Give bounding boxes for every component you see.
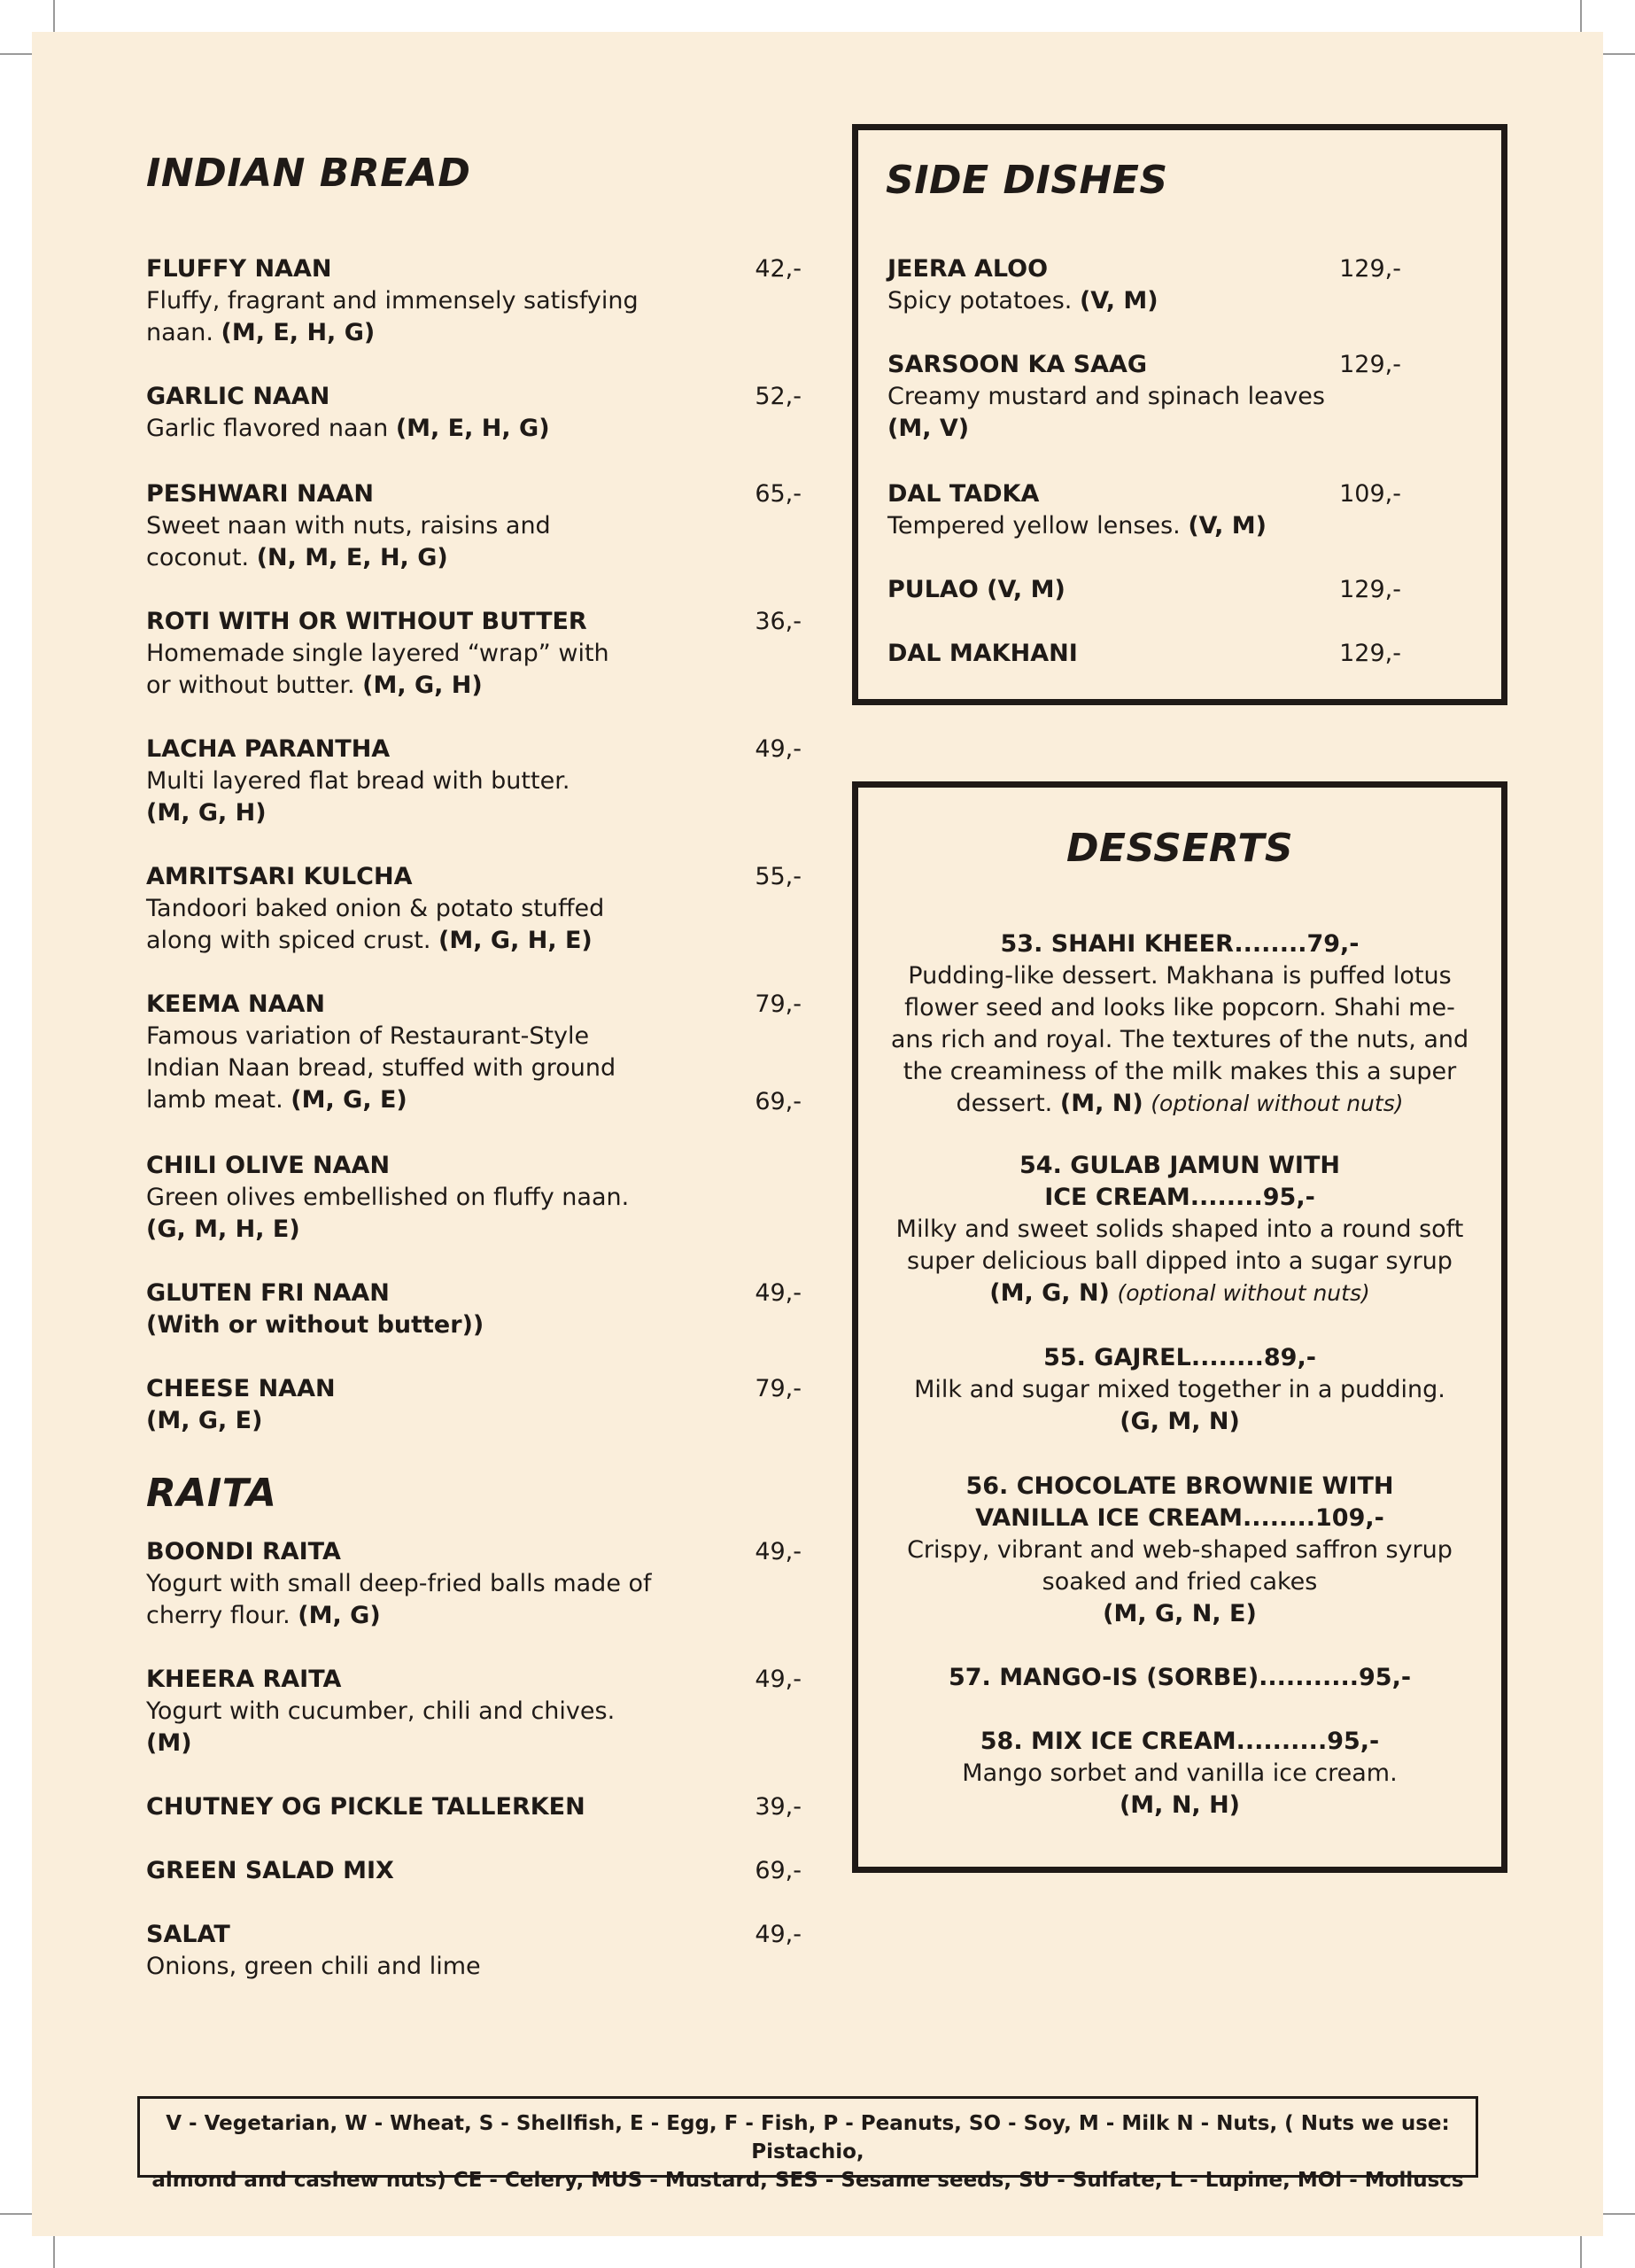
dessert-allergens: (M, N) [1059,1090,1143,1117]
menu-item-name: GLUTEN FRI NAAN [146,1279,390,1307]
dessert-item [852,928,1507,1120]
menu-item-price: 49,- [755,1666,802,1693]
dessert-description: flower seed and looks like popcorn. Shahi me- [904,994,1455,1021]
menu-item-price: 42,- [755,255,802,283]
menu-item-price: 69,- [755,1857,802,1884]
dessert-allergens: (M, N, H) [1119,1791,1241,1819]
dessert-allergens: (G, M, N) [1120,1408,1240,1435]
crop-mark [1580,0,1582,32]
menu-item-allergens: (M, G, E) [146,1407,263,1434]
dessert-note: (optional without nuts) [1117,1280,1370,1306]
menu-item-description: cherry flour. (M, G) [146,1602,381,1629]
dessert-item [852,1662,1507,1694]
menu-item-description: along with spiced crust. (M, G, H, E) [146,927,593,954]
menu-item-name: DAL MAKHANI [887,640,1078,667]
menu-item-price: 79,- [755,990,802,1018]
crop-mark [1603,53,1635,55]
menu-item-allergens: (M, E, H, G) [395,415,550,442]
crop-mark [0,53,32,55]
menu-item-description: Yogurt with small deep-fried balls made of [146,1570,652,1597]
dessert-allergen-line [852,1598,1507,1630]
menu-item-description: coconut. (N, M, E, H, G) [146,544,448,571]
menu-item-description: Homemade single layered “wrap” with [146,640,609,667]
menu-item-description: Famous variation of Restaurant-Style [146,1022,590,1050]
dessert-description: Mango sorbet and vanilla ice cream. [962,1759,1398,1787]
menu-item-price: 49,- [755,1921,802,1948]
menu-item [146,1919,695,1983]
menu-item-price: 129,- [1339,640,1401,667]
menu-item-allergens: (M) [146,1729,192,1757]
menu-item-allergens: (G, M, H, E) [146,1216,300,1243]
menu-item-name: AMRITSARI KULCHA [146,863,413,890]
menu-item-price: 129,- [1339,255,1401,283]
menu-item [146,1791,695,1823]
menu-item-description: Sweet naan with nuts, raisins and [146,512,551,540]
desserts-list [852,0,1507,2268]
menu-item-name: JEERA ALOO [887,255,1049,283]
menu-item-name: CHUTNEY OG PICKLE TALLERKEN [146,1793,585,1821]
menu-item-name: PESHWARI NAAN [146,480,374,508]
menu-item-description: naan. (M, E, H, G) [146,319,376,346]
menu-item [146,861,695,957]
menu-item-allergens: (M, G, H) [362,672,483,699]
dessert-description: super delicious ball dipped into a sugar syrup [907,1247,1453,1275]
menu-item-price: 49,- [755,1538,802,1565]
dessert-description: the creaminess of the milk makes this a super [903,1058,1457,1085]
dessert-note: (optional without nuts) [1151,1091,1404,1116]
menu-item-name: SARSOON KA SAAG [887,351,1148,378]
menu-item-description: Green olives embellished on fluffy naan. [146,1184,630,1211]
menu-item-description: Garlic flavored naan (M, E, H, G) [146,415,550,442]
menu-item [146,381,695,445]
menu-item-allergens: (N, M, E, H, G) [256,544,448,571]
menu-item-allergens: (M, G, H, E) [438,927,593,954]
menu-item-description: or without butter. (M, G, H) [146,672,483,699]
dessert-description: soaked and fried cakes [1042,1568,1318,1596]
menu-item [146,1855,695,1887]
allergen-legend [137,2096,1478,2192]
dessert-name: VANILLA ICE CREAM........109,- [975,1504,1384,1532]
menu-item-description: Tandoori baked onion & potato stuffed [146,895,605,922]
menu-item-description: Indian Naan bread, stuffed with ground [146,1054,616,1082]
crop-mark [53,2236,55,2268]
menu-item-allergens: (With or without butter)) [146,1311,484,1339]
crop-mark [1603,2213,1635,2215]
menu-item-name: GARLIC NAAN [146,383,330,410]
dessert-allergen-line [852,1790,1507,1821]
menu-item-allergens: (M, V) [887,415,970,442]
menu-item-description: Yogurt with cucumber, chili and chives. [146,1697,616,1725]
menu-item-allergens: (V, M) [1079,287,1158,315]
menu-item-name: PULAO (V, M) [887,576,1065,603]
section-title-desserts: DESSERTS [1065,826,1294,871]
menu-item-price: 79,- [755,1375,802,1402]
menu-item-price: 49,- [755,735,802,763]
section-title-indian-bread: INDIAN BREAD [146,151,471,196]
dessert-name: ICE CREAM........95,- [1044,1184,1315,1211]
dessert-allergen-line [852,1278,1507,1309]
dessert-item [852,1726,1507,1821]
menu-item-allergens: (M, G) [298,1602,381,1629]
menu-item-allergens: (M, E, H, G) [221,319,376,346]
dessert-description: ans rich and royal. The textures of the nuts, and [890,1026,1469,1053]
menu-item-name: DAL TADKA [887,480,1040,508]
menu-item-allergens: (M, G, H) [146,799,267,827]
dessert-description: Milk and sugar mixed together in a pudding. [914,1376,1445,1403]
dessert-name: 54. GULAB JAMUN WITH [1019,1152,1340,1179]
dessert-allergen-line [852,1406,1507,1438]
dessert-name: 56. CHOCOLATE BROWNIE WITH [965,1472,1394,1500]
dessert-description: Crispy, vibrant and web-shaped saffron syrup [907,1536,1453,1564]
menu-item-second-price: 69,- [755,1088,802,1115]
menu-item-name: LACHA PARANTHA [146,735,391,763]
menu-item-price: 55,- [755,863,802,890]
dessert-allergens: (M, G, N) [989,1279,1110,1307]
menu-item-allergens: (M, G, E) [291,1086,407,1114]
menu-item-price: 65,- [755,480,802,508]
dessert-description: Pudding-like dessert. Makhana is puffed lotus [908,962,1452,990]
menu-item-description: lamb meat. (M, G, E) [146,1086,407,1114]
dessert-item [852,1342,1507,1438]
menu-item-price: 39,- [755,1793,802,1821]
menu-item-description: Tempered yellow lenses. (V, M) [887,512,1267,540]
menu-item-price: 129,- [1339,576,1401,603]
menu-item-price: 129,- [1339,351,1401,378]
menu-item-name: KHEERA RAITA [146,1666,342,1693]
section-title-side-dishes: SIDE DISHES [886,158,1168,203]
menu-item-description: Fluffy, fragrant and immensely satisfying [146,287,639,315]
menu-item-description: Onions, green chili and lime [146,1953,481,1980]
menu-item [146,734,695,829]
dessert-allergens: (M, G, N, E) [1103,1600,1257,1627]
menu-item [146,1664,695,1759]
menu-item-price: 36,- [755,608,802,635]
dessert-item [852,1150,1507,1309]
menu-item-description: Spicy potatoes. (V, M) [887,287,1158,315]
menu-item-name: CHEESE NAAN [146,1375,336,1402]
crop-mark [53,0,55,32]
dessert-name: 53. SHAHI KHEER........79,- [1000,930,1360,958]
menu-item-description: Multi layered flat bread with butter. [146,767,570,795]
crop-mark [1580,2236,1582,2268]
menu-item [146,253,695,349]
menu-item-name: FLUFFY NAAN [146,255,332,283]
menu-item [146,1150,695,1246]
section-title-raita: RAITA [146,1471,277,1516]
menu-item [146,478,695,574]
menu-item-name: GREEN SALAD MIX [146,1857,394,1884]
legend-line: V - Vegetarian, W - Wheat, S - Shellfish, E - Egg, F - Fish, P - Peanuts, SO - Soy, M - Milk N - Nuts, ( Nuts we use: Pistachio, [166,2112,1450,2163]
menu-item-price: 49,- [755,1279,802,1307]
legend-line: almond and cashew nuts) CE - Celery, MUS - Mustard, SES - Sesame seeds, SU - Sulfate, L - Lupine, MOl - Molluscs [151,2169,1464,2192]
menu-item [146,606,695,702]
menu-item-description: Creamy mustard and spinach leaves [887,383,1325,410]
menu-item-name: CHILI OLIVE NAAN [146,1152,391,1179]
menu-item [146,1373,695,1437]
menu-item-price: 109,- [1339,480,1401,508]
menu-item [146,989,695,1116]
menu-item-price: 52,- [755,383,802,410]
crop-mark [0,2213,32,2215]
dessert-name: 57. MANGO-IS (SORBE)...........95,- [948,1664,1412,1691]
menu-item-name: SALAT [146,1921,230,1948]
menu-item-name: ROTI WITH OR WITHOUT BUTTER [146,608,587,635]
menu-item-allergens: (V, M) [1188,512,1267,540]
menu-item [146,1278,695,1341]
dessert-item [852,1471,1507,1630]
dessert-name: 58. MIX ICE CREAM..........95,- [980,1728,1380,1755]
dessert-description: Milky and sweet solids shaped into a round soft [895,1216,1464,1243]
menu-item-name: KEEMA NAAN [146,990,325,1018]
menu-item-name: BOONDI RAITA [146,1538,341,1565]
menu-item [146,1536,695,1632]
dessert-name: 55. GAJREL........89,- [1043,1344,1316,1371]
dessert-description: dessert. (M, N) (optional without nuts) [956,1090,1404,1117]
